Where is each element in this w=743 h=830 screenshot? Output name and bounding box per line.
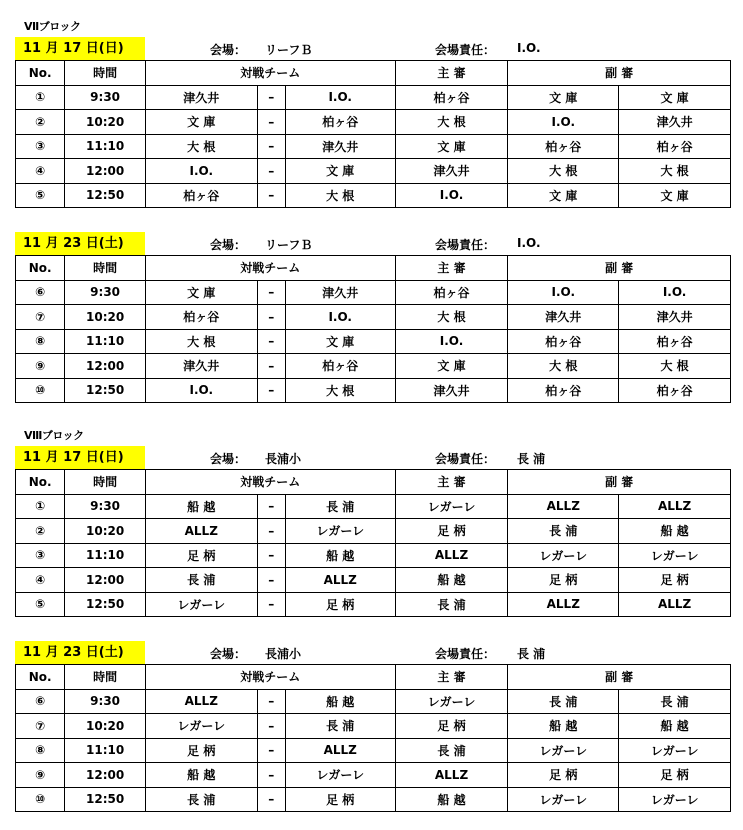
- venue-manager-label: 会場責任：: [435, 647, 496, 661]
- match-no: ⑤: [16, 592, 65, 617]
- schedule-table: [15, 469, 731, 617]
- away-team: 足 柄: [285, 592, 395, 617]
- match-no: ⑨: [16, 763, 65, 788]
- venue-manager-value: 長 浦: [517, 647, 546, 661]
- venue-manager-label: 会場責任：: [435, 238, 496, 252]
- away-team: 柏ヶ谷: [285, 354, 395, 379]
- table-row: [16, 787, 731, 812]
- header-teams: 対戦チーム: [145, 665, 395, 690]
- match-time: 9:30: [65, 689, 146, 714]
- assistant-referee-2: 文 庫: [619, 85, 731, 110]
- away-team: 船 越: [285, 543, 395, 568]
- match-time: 12:50: [65, 183, 146, 208]
- home-team: 柏ヶ谷: [145, 183, 257, 208]
- assistant-referee-1: レガーレ: [508, 543, 619, 568]
- versus-dash: –: [257, 110, 285, 135]
- assistant-referee-1: 大 根: [508, 159, 619, 184]
- header-time: 時間: [65, 665, 146, 690]
- away-team: I.O.: [285, 305, 395, 330]
- versus-dash: –: [257, 354, 285, 379]
- home-team: レガーレ: [145, 714, 257, 739]
- assistant-referee-1: 柏ヶ谷: [508, 378, 619, 403]
- header-teams: 対戦チーム: [145, 256, 395, 281]
- match-time: 12:00: [65, 159, 146, 184]
- match-no: ⑩: [16, 378, 65, 403]
- header-time: 時間: [65, 470, 146, 495]
- match-time: 9:30: [65, 494, 146, 519]
- table-row: [16, 568, 731, 593]
- home-team: 足 柄: [145, 543, 257, 568]
- venue-manager-value: I.O.: [517, 41, 541, 55]
- home-team: 津久井: [145, 85, 257, 110]
- home-team: 大 根: [145, 134, 257, 159]
- header-no: No.: [16, 61, 65, 86]
- chief-referee: 津久井: [395, 159, 508, 184]
- home-team: I.O.: [145, 378, 257, 403]
- date-label: 11 月 23 日(土): [15, 232, 145, 255]
- match-time: 11:10: [65, 543, 146, 568]
- assistant-referee-1: I.O.: [508, 280, 619, 305]
- match-time: 11:10: [65, 134, 146, 159]
- home-team: 船 越: [145, 763, 257, 788]
- match-no: ③: [16, 134, 65, 159]
- venue-value: 長浦小: [265, 452, 302, 466]
- away-team: 大 根: [285, 183, 395, 208]
- home-team: 津久井: [145, 354, 257, 379]
- versus-dash: –: [257, 494, 285, 519]
- versus-dash: –: [257, 183, 285, 208]
- table-header-row: [16, 470, 731, 495]
- assistant-referee-1: I.O.: [508, 110, 619, 135]
- versus-dash: –: [257, 543, 285, 568]
- match-time: 12:50: [65, 787, 146, 812]
- home-team: 足 柄: [145, 738, 257, 763]
- chief-referee: 柏ヶ谷: [395, 280, 508, 305]
- match-no: ⑧: [16, 738, 65, 763]
- assistant-referee-1: 大 根: [508, 354, 619, 379]
- assistant-referee-1: 柏ヶ谷: [508, 329, 619, 354]
- match-time: 10:20: [65, 519, 146, 544]
- venue-value: 長浦小: [265, 647, 302, 661]
- match-no: ⑥: [16, 280, 65, 305]
- assistant-referee-2: レガーレ: [619, 738, 731, 763]
- away-team: レガーレ: [285, 519, 395, 544]
- versus-dash: –: [257, 689, 285, 714]
- assistant-referee-2: 大 根: [619, 354, 731, 379]
- assistant-referee-2: 足 柄: [619, 763, 731, 788]
- match-time: 11:10: [65, 329, 146, 354]
- day-schedule: [0, 446, 743, 618]
- assistant-referee-2: 長 浦: [619, 689, 731, 714]
- day-schedule: [0, 37, 743, 209]
- match-no: ④: [16, 159, 65, 184]
- assistant-referee-2: 船 越: [619, 519, 731, 544]
- header-teams: 対戦チーム: [145, 470, 395, 495]
- header-time: 時間: [65, 61, 146, 86]
- versus-dash: –: [257, 305, 285, 330]
- assistant-referee-2: ALLZ: [619, 592, 731, 617]
- header-teams: 対戦チーム: [145, 61, 395, 86]
- assistant-referee-2: レガーレ: [619, 543, 731, 568]
- venue-label: 会場：: [210, 238, 247, 252]
- assistant-referee-2: I.O.: [619, 280, 731, 305]
- chief-referee: 大 根: [395, 110, 508, 135]
- assistant-referee-2: 柏ヶ谷: [619, 378, 731, 403]
- versus-dash: –: [257, 329, 285, 354]
- match-no: ⑤: [16, 183, 65, 208]
- table-row: [16, 378, 731, 403]
- assistant-referee-1: ALLZ: [508, 494, 619, 519]
- away-team: レガーレ: [285, 763, 395, 788]
- chief-referee: 文 庫: [395, 134, 508, 159]
- chief-referee: ALLZ: [395, 763, 508, 788]
- assistant-referee-1: レガーレ: [508, 787, 619, 812]
- versus-dash: –: [257, 568, 285, 593]
- assistant-referee-2: 柏ヶ谷: [619, 134, 731, 159]
- chief-referee: 文 庫: [395, 354, 508, 379]
- away-team: 船 越: [285, 689, 395, 714]
- venue-manager-value: I.O.: [517, 236, 541, 250]
- match-time: 12:00: [65, 354, 146, 379]
- venue-manager-label: 会場責任：: [435, 452, 496, 466]
- chief-referee: 船 越: [395, 787, 508, 812]
- chief-referee: 大 根: [395, 305, 508, 330]
- table-header-row: [16, 61, 731, 86]
- match-no: ⑧: [16, 329, 65, 354]
- away-team: 大 根: [285, 378, 395, 403]
- away-team: ALLZ: [285, 568, 395, 593]
- assistant-referee-1: 船 越: [508, 714, 619, 739]
- match-no: ⑦: [16, 714, 65, 739]
- match-no: ⑦: [16, 305, 65, 330]
- chief-referee: 柏ヶ谷: [395, 85, 508, 110]
- match-time: 12:50: [65, 378, 146, 403]
- table-row: [16, 519, 731, 544]
- match-no: ②: [16, 110, 65, 135]
- header-assistant-referee: 副 審: [508, 256, 731, 281]
- match-time: 12:00: [65, 763, 146, 788]
- table-row: [16, 280, 731, 305]
- table-header-row: [16, 665, 731, 690]
- versus-dash: –: [257, 738, 285, 763]
- schedule-table: [15, 255, 731, 403]
- table-row: [16, 543, 731, 568]
- away-team: 文 庫: [285, 159, 395, 184]
- assistant-referee-2: 船 越: [619, 714, 731, 739]
- venue-value: リーフＢ: [265, 238, 313, 252]
- home-team: ALLZ: [145, 519, 257, 544]
- away-team: 長 浦: [285, 494, 395, 519]
- versus-dash: –: [257, 159, 285, 184]
- table-header-row: [16, 256, 731, 281]
- date-label: 11 月 23 日(土): [15, 641, 145, 664]
- away-team: 文 庫: [285, 329, 395, 354]
- away-team: 足 柄: [285, 787, 395, 812]
- table-row: [16, 689, 731, 714]
- match-no: ⑩: [16, 787, 65, 812]
- home-team: 長 浦: [145, 787, 257, 812]
- home-team: 船 越: [145, 494, 257, 519]
- versus-dash: –: [257, 280, 285, 305]
- away-team: 津久井: [285, 134, 395, 159]
- assistant-referee-1: 文 庫: [508, 85, 619, 110]
- assistant-referee-2: 津久井: [619, 305, 731, 330]
- header-no: No.: [16, 256, 65, 281]
- assistant-referee-1: 長 浦: [508, 519, 619, 544]
- assistant-referee-2: 柏ヶ谷: [619, 329, 731, 354]
- table-row: [16, 110, 731, 135]
- assistant-referee-2: 津久井: [619, 110, 731, 135]
- assistant-referee-2: 文 庫: [619, 183, 731, 208]
- header-chief-referee: 主 審: [395, 470, 508, 495]
- match-no: ②: [16, 519, 65, 544]
- date-label: 11 月 17 日(日): [15, 37, 145, 60]
- match-no: ⑨: [16, 354, 65, 379]
- day-schedule: [0, 232, 743, 404]
- home-team: 文 庫: [145, 280, 257, 305]
- table-row: [16, 592, 731, 617]
- table-row: [16, 714, 731, 739]
- header-no: No.: [16, 665, 65, 690]
- home-team: レガーレ: [145, 592, 257, 617]
- assistant-referee-2: 足 柄: [619, 568, 731, 593]
- match-no: ①: [16, 85, 65, 110]
- match-time: 9:30: [65, 280, 146, 305]
- versus-dash: –: [257, 134, 285, 159]
- chief-referee: 津久井: [395, 378, 508, 403]
- header-chief-referee: 主 審: [395, 61, 508, 86]
- match-no: ③: [16, 543, 65, 568]
- assistant-referee-1: 文 庫: [508, 183, 619, 208]
- venue-manager-value: 長 浦: [517, 452, 546, 466]
- chief-referee: 長 浦: [395, 592, 508, 617]
- versus-dash: –: [257, 85, 285, 110]
- away-team: 柏ヶ谷: [285, 110, 395, 135]
- date-label: 11 月 17 日(日): [15, 446, 145, 469]
- away-team: 長 浦: [285, 714, 395, 739]
- assistant-referee-2: 大 根: [619, 159, 731, 184]
- chief-referee: 長 浦: [395, 738, 508, 763]
- table-row: [16, 738, 731, 763]
- versus-dash: –: [257, 519, 285, 544]
- home-team: 長 浦: [145, 568, 257, 593]
- header-time: 時間: [65, 256, 146, 281]
- match-time: 9:30: [65, 85, 146, 110]
- chief-referee: I.O.: [395, 183, 508, 208]
- schedule-table: [15, 664, 731, 812]
- match-time: 12:00: [65, 568, 146, 593]
- day-schedule: [0, 641, 743, 813]
- block-title: Ⅶブロック: [24, 20, 81, 33]
- match-time: 10:20: [65, 110, 146, 135]
- assistant-referee-1: 足 柄: [508, 763, 619, 788]
- venue-label: 会場：: [210, 43, 247, 57]
- table-row: [16, 159, 731, 184]
- away-team: ALLZ: [285, 738, 395, 763]
- venue-value: リーフＢ: [265, 43, 313, 57]
- venue-manager-label: 会場責任：: [435, 43, 496, 57]
- assistant-referee-1: 足 柄: [508, 568, 619, 593]
- header-assistant-referee: 副 審: [508, 665, 731, 690]
- table-row: [16, 354, 731, 379]
- chief-referee: 足 柄: [395, 519, 508, 544]
- home-team: I.O.: [145, 159, 257, 184]
- assistant-referee-1: レガーレ: [508, 738, 619, 763]
- home-team: 柏ヶ谷: [145, 305, 257, 330]
- match-time: 11:10: [65, 738, 146, 763]
- header-chief-referee: 主 審: [395, 665, 508, 690]
- versus-dash: –: [257, 378, 285, 403]
- versus-dash: –: [257, 592, 285, 617]
- header-chief-referee: 主 審: [395, 256, 508, 281]
- assistant-referee-2: レガーレ: [619, 787, 731, 812]
- assistant-referee-1: 長 浦: [508, 689, 619, 714]
- match-no: ④: [16, 568, 65, 593]
- table-row: [16, 305, 731, 330]
- table-row: [16, 183, 731, 208]
- chief-referee: I.O.: [395, 329, 508, 354]
- home-team: 文 庫: [145, 110, 257, 135]
- assistant-referee-1: 柏ヶ谷: [508, 134, 619, 159]
- versus-dash: –: [257, 763, 285, 788]
- assistant-referee-1: ALLZ: [508, 592, 619, 617]
- chief-referee: ALLZ: [395, 543, 508, 568]
- assistant-referee-2: ALLZ: [619, 494, 731, 519]
- versus-dash: –: [257, 714, 285, 739]
- schedule-table: [15, 60, 731, 208]
- match-time: 10:20: [65, 714, 146, 739]
- venue-label: 会場：: [210, 452, 247, 466]
- away-team: 津久井: [285, 280, 395, 305]
- versus-dash: –: [257, 787, 285, 812]
- match-time: 10:20: [65, 305, 146, 330]
- table-row: [16, 134, 731, 159]
- chief-referee: レガーレ: [395, 494, 508, 519]
- away-team: I.O.: [285, 85, 395, 110]
- header-assistant-referee: 副 審: [508, 61, 731, 86]
- match-no: ⑥: [16, 689, 65, 714]
- table-row: [16, 85, 731, 110]
- venue-label: 会場：: [210, 647, 247, 661]
- header-no: No.: [16, 470, 65, 495]
- match-time: 12:50: [65, 592, 146, 617]
- table-row: [16, 763, 731, 788]
- home-team: 大 根: [145, 329, 257, 354]
- match-no: ①: [16, 494, 65, 519]
- assistant-referee-1: 津久井: [508, 305, 619, 330]
- header-assistant-referee: 副 審: [508, 470, 731, 495]
- table-row: [16, 329, 731, 354]
- chief-referee: 足 柄: [395, 714, 508, 739]
- table-row: [16, 494, 731, 519]
- block-title: Ⅷブロック: [24, 429, 84, 442]
- home-team: ALLZ: [145, 689, 257, 714]
- chief-referee: レガーレ: [395, 689, 508, 714]
- chief-referee: 船 越: [395, 568, 508, 593]
